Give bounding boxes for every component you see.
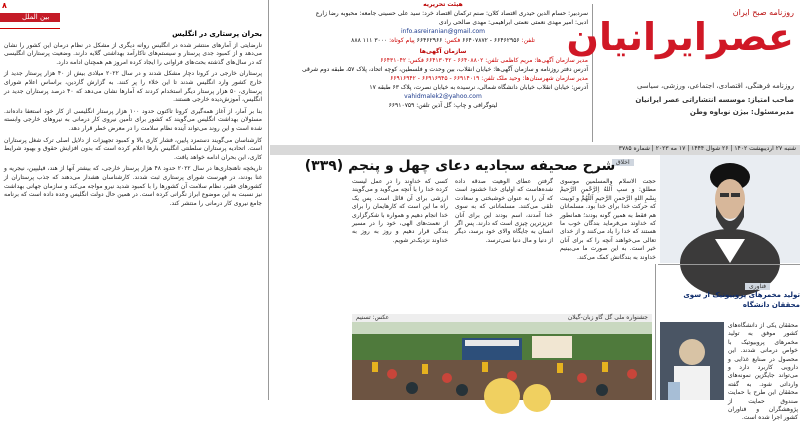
phone-value: ۶۶۴۶۲۹۵۶ - ۶۶۴۰۷۸۷۲	[462, 37, 520, 44]
article-paragraph: کارشناسان می‌گویند دستمزد پایین، فشار کاری بالا و کمبود تجهیزات از دلایل اصلی ترک شغل پرستاران است. اتحادیه پرستاران سلطنتی انگلیس بارها اعلام کرده است که بدون افزایش حقوق و بهبود شرایط کاری، این بحران ادامه خواهد یافت.	[4, 136, 262, 161]
left-article	[0, 28, 266, 400]
staff-box	[298, 0, 588, 145]
festival-photo	[352, 322, 652, 400]
address-line: مدیر سازمان شهرستان‌ها: وحید ملک تلفن: ۶۶۹۱۴۰۱۹ - ۶۶۹۱۶۹۴۵ - ۶۶۹۱۶۹۴۲	[390, 75, 588, 82]
manager-line: مدیرمسئول: بیژن نوباوه وطن	[689, 108, 794, 116]
staff-line: سردبیر: حسام الدین حیدری اقتصاد کلان: صنم ترکمان اقتصاد خرد: سید علی حسینی جامعه: محبوبه رضا زارع	[315, 10, 588, 17]
feature-headline: شرح صحیفه سجادیه دعای چهل و پنجم (۳۳۹)	[304, 158, 616, 174]
article-paragraph: تاریخچه ناهنجاری‌ها در سال ۲۰۲۲ حدود ۴۸ هزار پرستار خارجی، که بیشتر آنها از هند، فیلیپین، نیجریه و غنا بودند، در فهرست شورای پرستاری ثبت شدند. کارشناسان هشدار می‌دهند که جذب پرستاران از کشورهای فقیر، نظام سلامت آن کشورها را با کمبود شدید نیرو مواجه می‌کند و سازمان جهانی بهداشت نیز نسبت به این موضوع ابراز نگرانی کرده است. در همین حال دولت انگلیس وعده داده است که برنامه جامع نیروی کار درمانی را منتشر کند.	[4, 165, 262, 207]
phone-label: تلفن:	[521, 37, 535, 44]
section-label: بین الملل	[22, 13, 50, 21]
print-line: لیتوگرافی و چاپ: گل آذین تلفن: ۶۶۹۱۰۷۵۹	[388, 102, 498, 109]
ads-line: مدیر سازمان آگهی‌ها: مریم کاظمی تلفن: ۶۶۴۰۸۸۰۲ - ۶۶۴۱۳۰۴۲ فکس: ۶۶۴۳۱۰۴۲	[380, 57, 588, 64]
logo-subtitle: روزنامه صبح ایران	[732, 8, 794, 17]
portrait-image	[660, 155, 800, 263]
section-akhlagh: اخلاق	[612, 159, 634, 166]
article-paragraph: بنا بر آمار، از آغاز همه‌گیری کرونا تاکنون حدود ۱۰۰ هزار پرستار انگلیسی از کار خود استعفا داده‌اند. مسئولان بهداشت انگلیس می‌گویند که کشور برای تأمین نیروی کار درمانی به نیروهای خارجی وابسته شده است و این روند می‌تواند آینده نظام سلامت را در معرض خطر قرار دهد.	[4, 107, 262, 132]
newspaper-logo	[566, 8, 794, 78]
staff-title: هیئت تحریریه	[423, 1, 463, 8]
sms-label: پیام کوتاه:	[389, 37, 415, 44]
tagline: روزنامه فرهنگی، اقتصادی، اجتماعی، ورزشی، سیاسی	[636, 82, 794, 90]
issue-date: شنبه ۲۷ اردیبهشت ۱۴۰۲ | ۲۶ شوال ۱۴۴۴ | ۱۷ مه ۲۰۲۳ | شماره ۳۷۸۵	[618, 145, 796, 152]
date-bar	[270, 145, 800, 155]
staff-email-2[interactable]: vahidmalek2@yahoo.com	[404, 93, 482, 100]
photo-caption: جشنواره ملی گل گاو زبان-گیلان	[567, 314, 648, 321]
address-line: آدرس دفتر روزنامه و سازمان آگهی‌ها: خیابان انقلاب، بین وحدت و فلسطین، کوچه اتحاد، پلاک ۵۷، طبقه دوم شرقی	[301, 66, 588, 73]
staff-line: ادبی: امیر مهدی نعمتی نعمتی ابراهیمی: مهدی صالحی رادی	[439, 19, 588, 26]
staff-email[interactable]: info.asreiranian@gmail.com	[400, 28, 486, 35]
article-heading: بحران پرستاری در انگلیس	[172, 30, 262, 38]
ads-title: سازمان آگهی‌ها	[419, 48, 467, 55]
tech-body: محققان یکی از دانشگاه‌های کشور موفق به تولید مخمرهای پروبیوتیک با خواص درمانی شدند. این محصول در صنایع غذایی و دارویی کاربرد دارد و می‌تواند جایگزین نمونه‌های وارداتی شود. به گفته محققان این طرح با حمایت صندوق حمایت از پژوهشگران و فناوران کشور اجرا شده است.	[728, 322, 798, 422]
portrait-divider	[658, 264, 800, 265]
lab-photo	[660, 322, 724, 400]
feature-column: گرفتن عطای الوهیت صدقه داده شده‌هاست که اولیای خدا خشنود است که آن را به عنوان خوشبختی و سعادت تلقی می‌کنند. مسلمانانی که به سوی خدا آمدند، اسم بودند این برای آنان عزیزترین چیزی است که دارند. پس اگر انسان به جایگاه والای خود برسد، دیگر از دنیا و مال دنیا نمی‌ترسد.	[455, 178, 553, 244]
article-paragraph: نارضایتی از آمارهای منتشر شده در انگلیس روانه دیگری از مشکل در نظام درمان این کشور را نشان می‌دهد و از کمبود جدی پرستار و سیستم‌های ناکارآمد بهداشتی گلایه دارند. وضعیت پرستاران انگلیسی که در سال‌های گذشته بحث‌های فراوانی را ایجاد کرده امروز هم همچنان ادامه دارد.	[4, 41, 262, 66]
column-divider	[268, 0, 269, 400]
sms-value: ۳۰۰۰ ۱۱۱ ۸۸۸	[351, 37, 388, 44]
owner-line: صاحب امتیاز: موسسه انتشاراتی عصر ایرانیان	[635, 96, 794, 104]
festival-image	[352, 322, 652, 400]
feature-column: کسی که خداوند را در عمل لیست کرده خدا را با آنچه می‌گوید و می‌گویند ارزشی برای آن قائل است. پس یک راه ما این است که کارهایمان را برای خدا انجام دهیم و همواره با شکرگزاری از نعمت‌های الهی، خود را در مسیر بندگی قرار دهیم و روز به روز به خداوند نزدیک‌تر شویم.	[352, 178, 448, 244]
photo-credit: عکس: تسنیم	[356, 314, 390, 321]
photo-caption-bar	[352, 314, 652, 322]
section-fanavari: فناوری	[745, 283, 770, 290]
fax-value: ۶۶۴۶۲۹۶۶	[416, 37, 443, 44]
lab-image	[660, 322, 724, 400]
article-paragraph: پرستاران خارجی در کرونا دچار مشکل شدند و در سال ۲۰۲۲ میلادی بیش از ۴۰ هزار پرستار جدید از خارج کشور وارد انگلیس شدند تا این خلاء را پر کنند. به گزارش گاردین، براساس اعلام شورای پرستاری، ۵۰ هزار پرستار دیگر استخدام کردند که آمارها نشان می‌دهد که ۴۰ درصد پرستاران جدید در انگلیس، آموزش‌دیده خارجی هستند.	[4, 70, 262, 104]
page-number: ۸	[2, 1, 7, 10]
logo-title: عصرایرانیان	[566, 15, 794, 59]
feature-column: حجت الاسلام والمسلمین موسوی مطلق: و سپ اَللهُ اِلرَّحْمنِ الرَّحیمْ بِسْمِ اللهِ الرَّحمنِ الرَّحیمِ اَللّهُمَّ و تَوبیت که حرکت خدا برای خدا بود. مسلمانان هم فقط به همین گونه بودند؛ همانطور که خداوند می‌فرماید بندگان خوب ما هستند که خدا را یاد می‌کنند و از خدای تعالی می‌خواهند آنچه را که برای آنان خیر است. به این صورت ما می‌بینیم خداوند به بندگانش کمک می‌کند.	[560, 178, 656, 261]
page-tab	[0, 0, 60, 29]
fax-label: فکس:	[444, 37, 461, 44]
tech-headline: تولید مخمرهای پروبیوتیک از سوی محققان دانشگاه	[683, 291, 800, 309]
lower-divider	[655, 264, 656, 400]
address-line: آدرس: خیابان انقلاب خیابان دانشگاه شمالی، نرسیده به خیابان نصرت، پلاک ۶۳ طبقه ۱۷	[369, 84, 588, 91]
cleric-portrait	[660, 155, 800, 263]
